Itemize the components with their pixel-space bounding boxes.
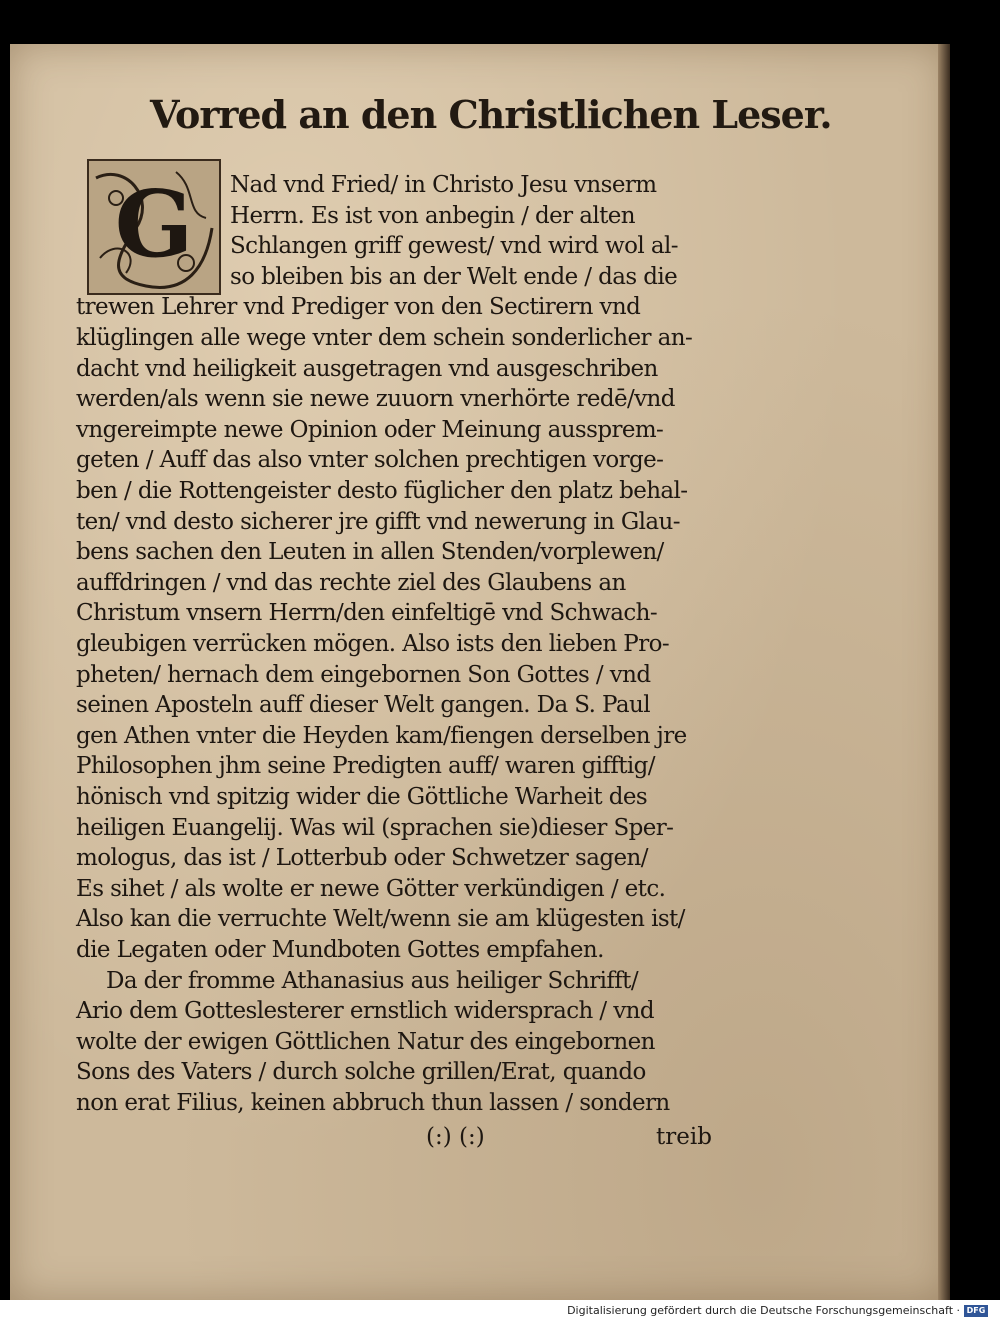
text-line: werden/als wenn sie newe zuuorn vnerhörte redē/vnd [76,386,675,413]
text-line: klüglingen alle wege vnter dem schein sonderlicher an- [76,325,693,351]
text-line: Philosophen jhm seine Predigten auff/ waren gifftig/ [76,753,655,780]
text-line: Sons des Vaters / durch solche grillen/Erat, quando [76,1059,646,1086]
book-page [10,44,946,1300]
text-line: vngereimpte newe Opinion oder Meinung aussprem- [76,416,664,443]
text-line: Ario dem Gotteslesterer ernstlich widersprach / vnd [76,998,655,1025]
text-line: heiligen Euangelij. Was wil (sprachen sie)dieser Sper- [76,814,674,841]
text-line: so bleiben bis an der Welt ende / das die [230,263,678,290]
text-line: Nad vnd Fried/ in Christo Jesu vnserm [230,172,657,198]
text-line: ten/ vnd desto sicherer jre gifft vnd newerung in Glau- [76,508,680,535]
text-line: trewen Lehrer vnd Prediger von den Sectirern vnd [76,294,641,321]
text-line: Also kan die verruchte Welt/wenn sie am klügesten ist/ [76,906,685,933]
page-heading: Vorred an den Christlichen Leser. [150,92,832,137]
text-line: mologus, das ist / Lotterbub oder Schwetzer sagen/ [76,845,648,872]
signature-mark: (:) (:) [426,1124,485,1150]
text-line: Christum vnsern Herrn/den einfeltigē vnd Schwach- [76,600,658,627]
text-line: non erat Filius, keinen abbruch thun lassen / sondern [76,1090,670,1116]
catchword: treib [656,1124,712,1150]
page-edge [938,44,950,1300]
text-line: die Legaten oder Mundboten Gottes empfahen. [76,937,604,963]
text-line: Schlangen griff gewest/ vnd wird wol al- [230,233,678,260]
text-line: Herrn. Es ist von anbegin / der alten [230,202,635,229]
dfg-logo-icon: DFG [964,1305,988,1317]
text-line: dacht vnd heiligkeit ausgetragen vnd ausgeschriben [76,355,658,382]
text-line: bens sachen den Leuten in allen Stenden/vorplewen/ [76,539,664,566]
text-line: wolte der ewigen Göttlichen Natur des eingebornen [76,1028,655,1055]
text-line: Es sihet / als wolte er newe Götter verkündigen / etc. [76,875,666,902]
footer-bar [0,1300,1000,1323]
text-line: gleubigen verrücken mögen. Also ists den lieben Pro- [76,631,670,657]
text-line: gen Athen vnter die Heyden kam/fiengen derselben jre [76,722,687,749]
text-line: ben / die Rottengeister desto füglicher den platz behal- [76,478,688,504]
text-line: auffdringen / vnd das rechte ziel des Glaubens an [76,569,626,596]
text-line: Da der fromme Athanasius aus heiliger Schrifft/ [106,967,638,994]
text-line: seinen Aposteln auff dieser Welt gangen. Da S. Paul [76,692,650,719]
text-line: hönisch vnd spitzig wider die Göttliche Warheit des [76,784,648,810]
footer-credit: Digitalisierung gefördert durch die Deutsche Forschungsgemeinschaft · [567,1304,960,1317]
text-line: geten / Auff das also vnter solchen prechtigen vorge- [76,447,664,474]
initial-letter: G [114,170,194,278]
decorated-initial [86,158,222,296]
text-line: pheten/ hernach dem eingebornen Son Gottes / vnd [76,661,651,688]
